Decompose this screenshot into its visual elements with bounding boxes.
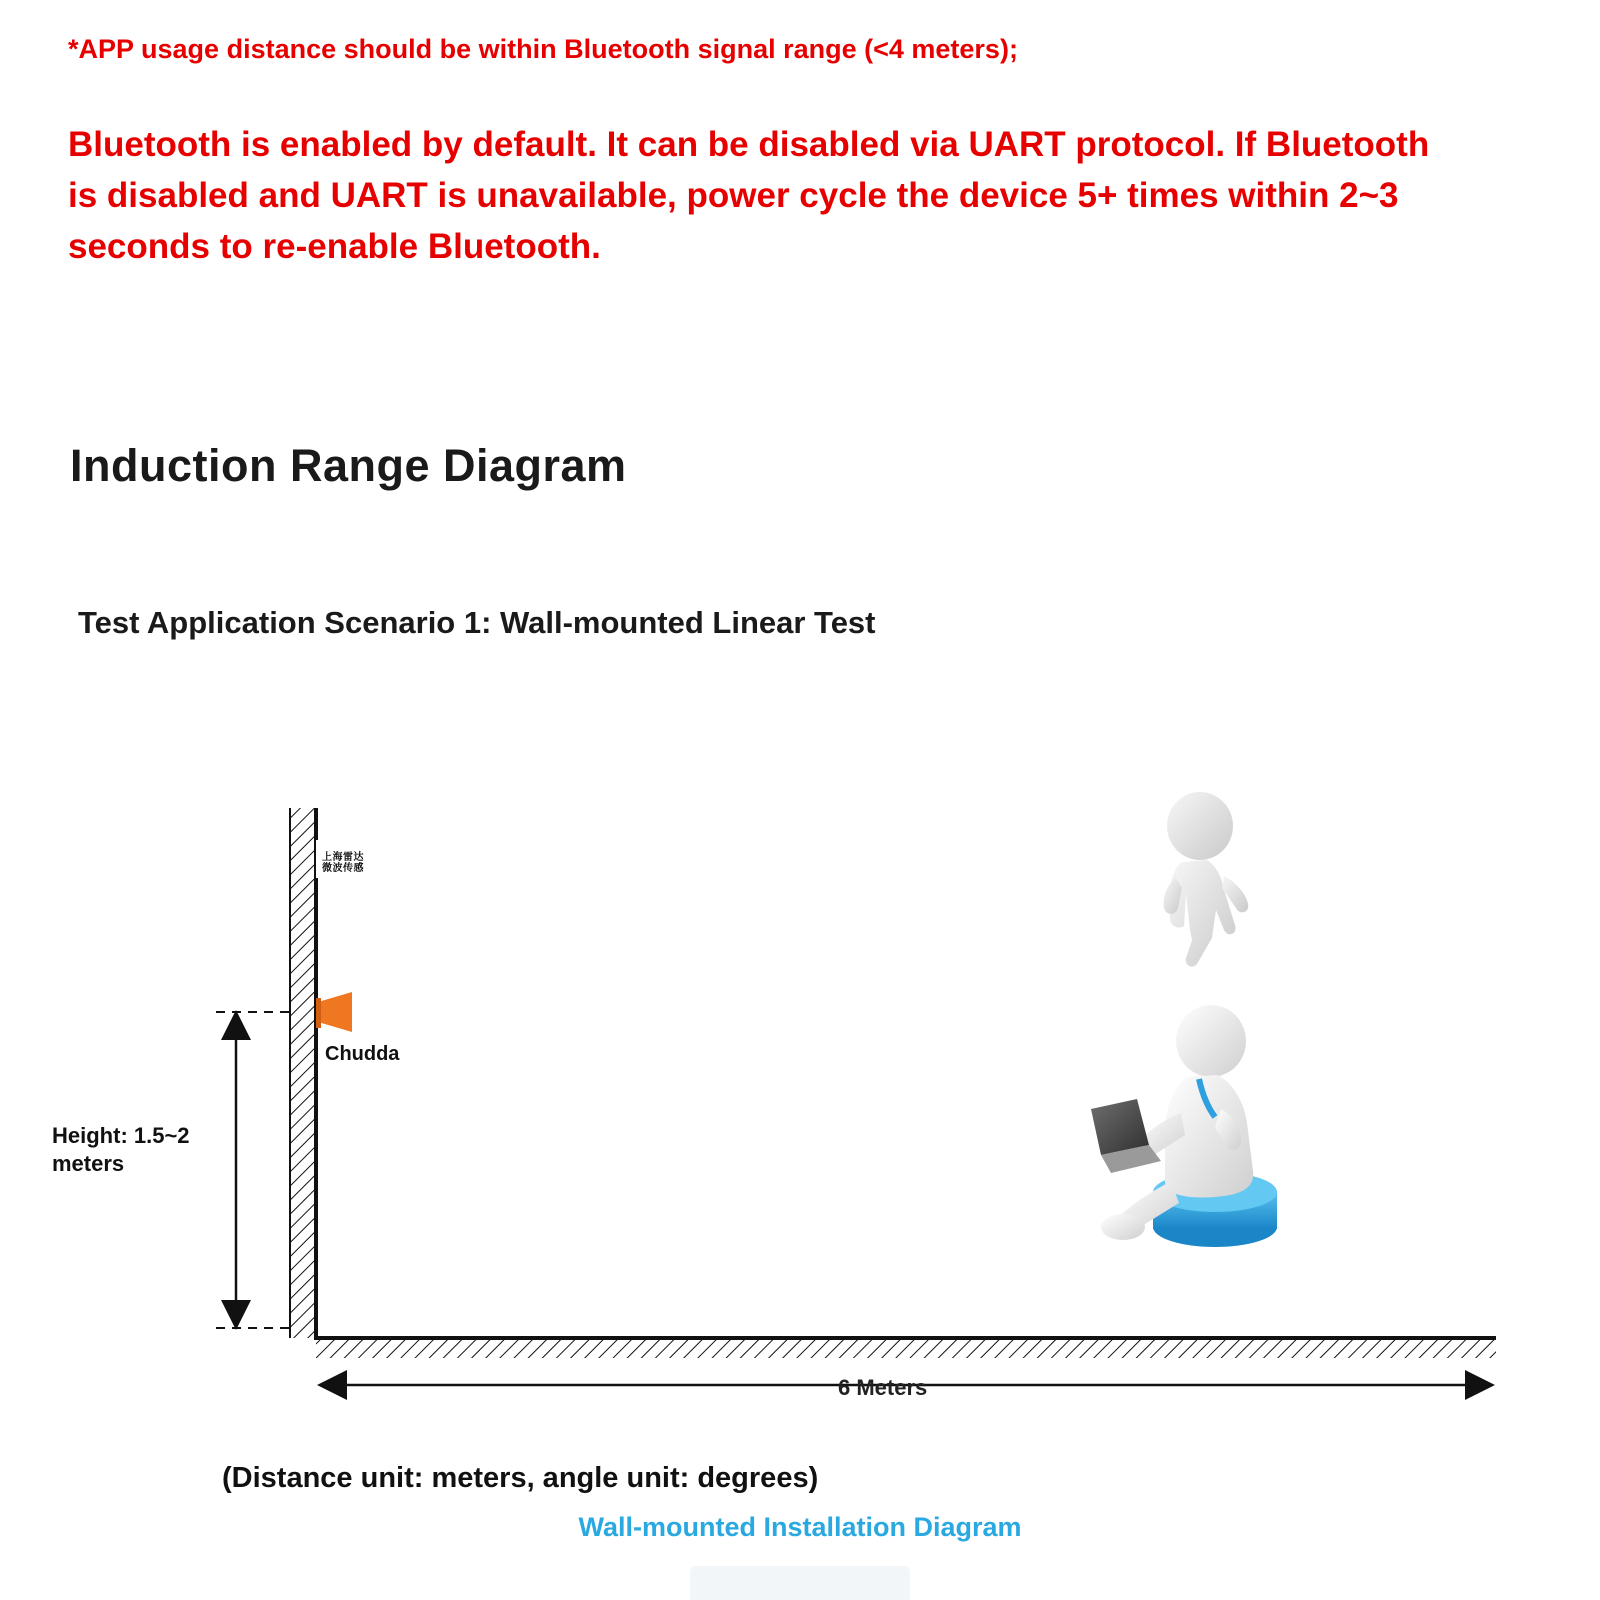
distance-label: 6 Meters bbox=[838, 1375, 928, 1400]
diagram-svg bbox=[0, 740, 1600, 1440]
induction-range-diagram bbox=[0, 740, 1600, 1440]
warning-app-distance: *APP usage distance should be within Bluetooth signal range (<4 meters); bbox=[68, 34, 1018, 64]
unit-note: (Distance unit: meters, angle unit: degrees) bbox=[222, 1462, 819, 1494]
floor bbox=[316, 1338, 1496, 1358]
height-label: Height: 1.5~2 meters bbox=[52, 1123, 190, 1176]
page-title: Induction Range Diagram bbox=[70, 440, 627, 491]
bottom-nub bbox=[690, 1566, 910, 1600]
diagram-caption: Wall-mounted Installation Diagram bbox=[578, 1512, 1022, 1542]
scenario-title: Test Application Scenario 1: Wall-mounted Linear Test bbox=[78, 605, 876, 640]
device-body-label: 上海雷达 微波传感 bbox=[322, 852, 364, 874]
seated-person-figure bbox=[1075, 1005, 1315, 1265]
warning-bluetooth-default: Bluetooth is enabled by default. It can be disabled via UART protocol. If Bluetooth is disabled and UART is unavailable, power cycle the device 5+ times within 2~3 seconds to re-enable Bluetooth. bbox=[68, 125, 1430, 266]
sensor-mount-icon bbox=[316, 992, 352, 1032]
walking-person-figure bbox=[1120, 790, 1280, 980]
sensor-name-label: Chudda bbox=[325, 1043, 400, 1065]
wall bbox=[290, 808, 316, 1340]
